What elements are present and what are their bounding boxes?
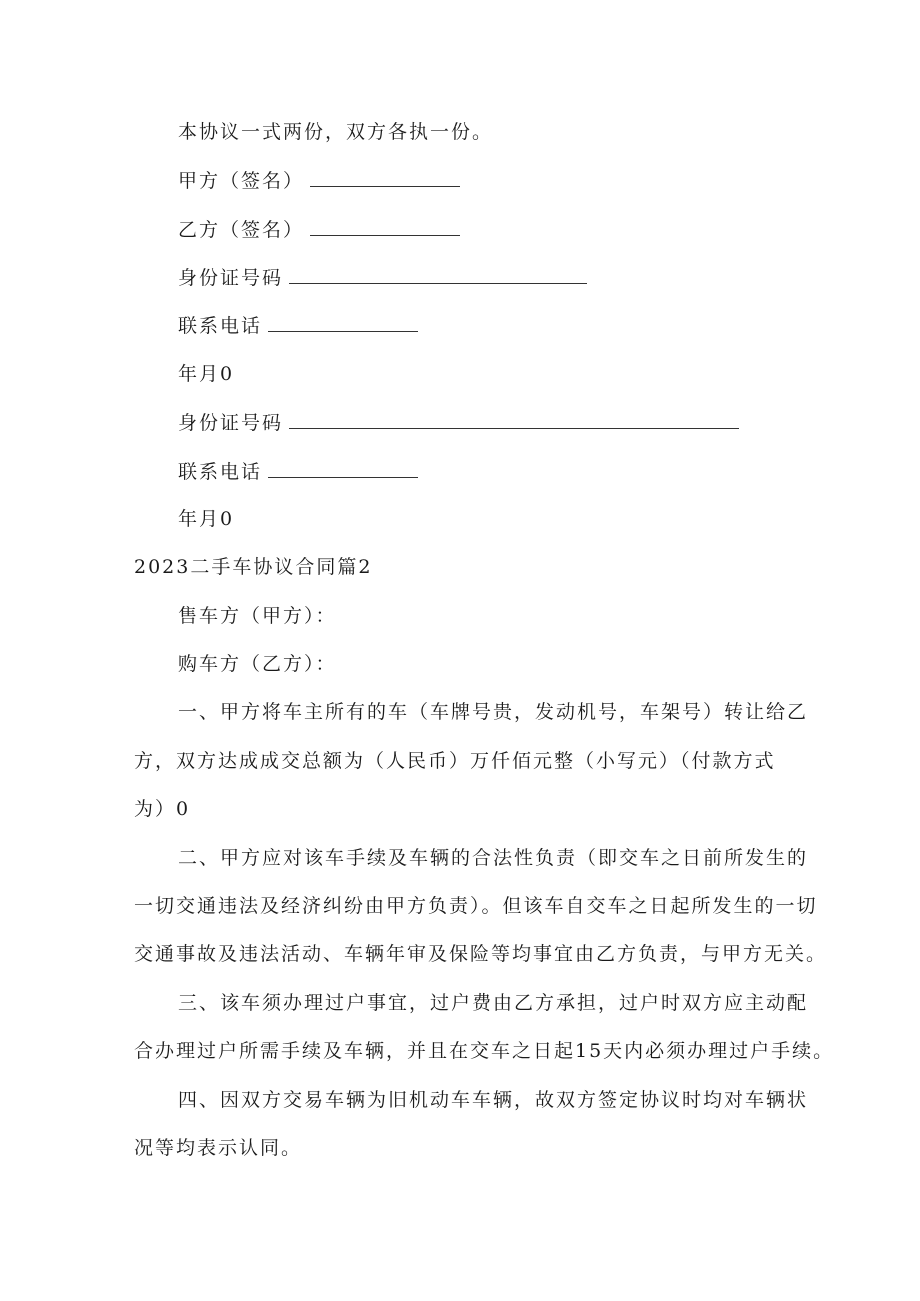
clause-2-line-3: 交通事故及违法活动、车辆年审及保险等均事宜由乙方负责，与甲方无关。 — [134, 943, 828, 965]
clause-4-line-1: 四、因双方交易车辆为旧机动车车辆，故双方签定协议时均对车辆状 — [178, 1089, 809, 1111]
id-number-line-1: 身份证号码 — [178, 265, 587, 290]
phone-line-1: 联系电话 — [178, 313, 418, 338]
party-a-signature-line: 甲方（签名） — [178, 168, 460, 193]
clause-2-line-2: 一切交通违法及经济纠纷由甲方负责）。但该车自交车之日起所发生的一切 — [134, 895, 818, 917]
section-heading: 2023二手车协议合同篇2 — [134, 556, 373, 578]
clause-3-line-2: 合办理过户所需手续及车辆，并且在交车之日起15天内必须办理过户手续。 — [134, 1040, 835, 1062]
phone-blank-1[interactable] — [268, 313, 418, 332]
id-number-blank-2[interactable] — [289, 410, 739, 429]
clause-1-line-1: 一、甲方将车主所有的车（车牌号贵，发动机号，车架号）转让给乙 — [178, 701, 809, 723]
party-a-signature-blank[interactable] — [310, 168, 460, 187]
party-b-signature-blank[interactable] — [310, 217, 460, 236]
buyer-label: 购车方（乙方）： — [178, 653, 337, 675]
date-line-2: 年月0 — [178, 508, 235, 530]
clause-3-line-1: 三、该车须办理过户事宜，过户费由乙方承担，过户时双方应主动配 — [178, 992, 809, 1014]
seller-label: 售车方（甲方）： — [178, 605, 337, 627]
clause-1-line-2: 方，双方达成成交总额为（人民币）万仟佰元整（小写元）（付款方式 — [134, 750, 776, 772]
party-b-signature-line: 乙方（签名） — [178, 217, 460, 242]
clause-4-line-2: 况等均表示认同。 — [134, 1137, 303, 1159]
closing-statement: 本协议一式两份，双方各执一份。 — [178, 121, 494, 143]
phone-line-2: 联系电话 — [178, 459, 418, 484]
clause-2-line-1: 二、甲方应对该车手续及车辆的合法性负责（即交车之日前所发生的 — [178, 847, 809, 869]
id-number-line-2: 身份证号码 — [178, 410, 739, 435]
id-number-blank-1[interactable] — [289, 265, 587, 284]
clause-1-line-3: 为）0 — [134, 798, 191, 820]
date-line-1: 年月0 — [178, 363, 235, 385]
phone-blank-2[interactable] — [268, 459, 418, 478]
